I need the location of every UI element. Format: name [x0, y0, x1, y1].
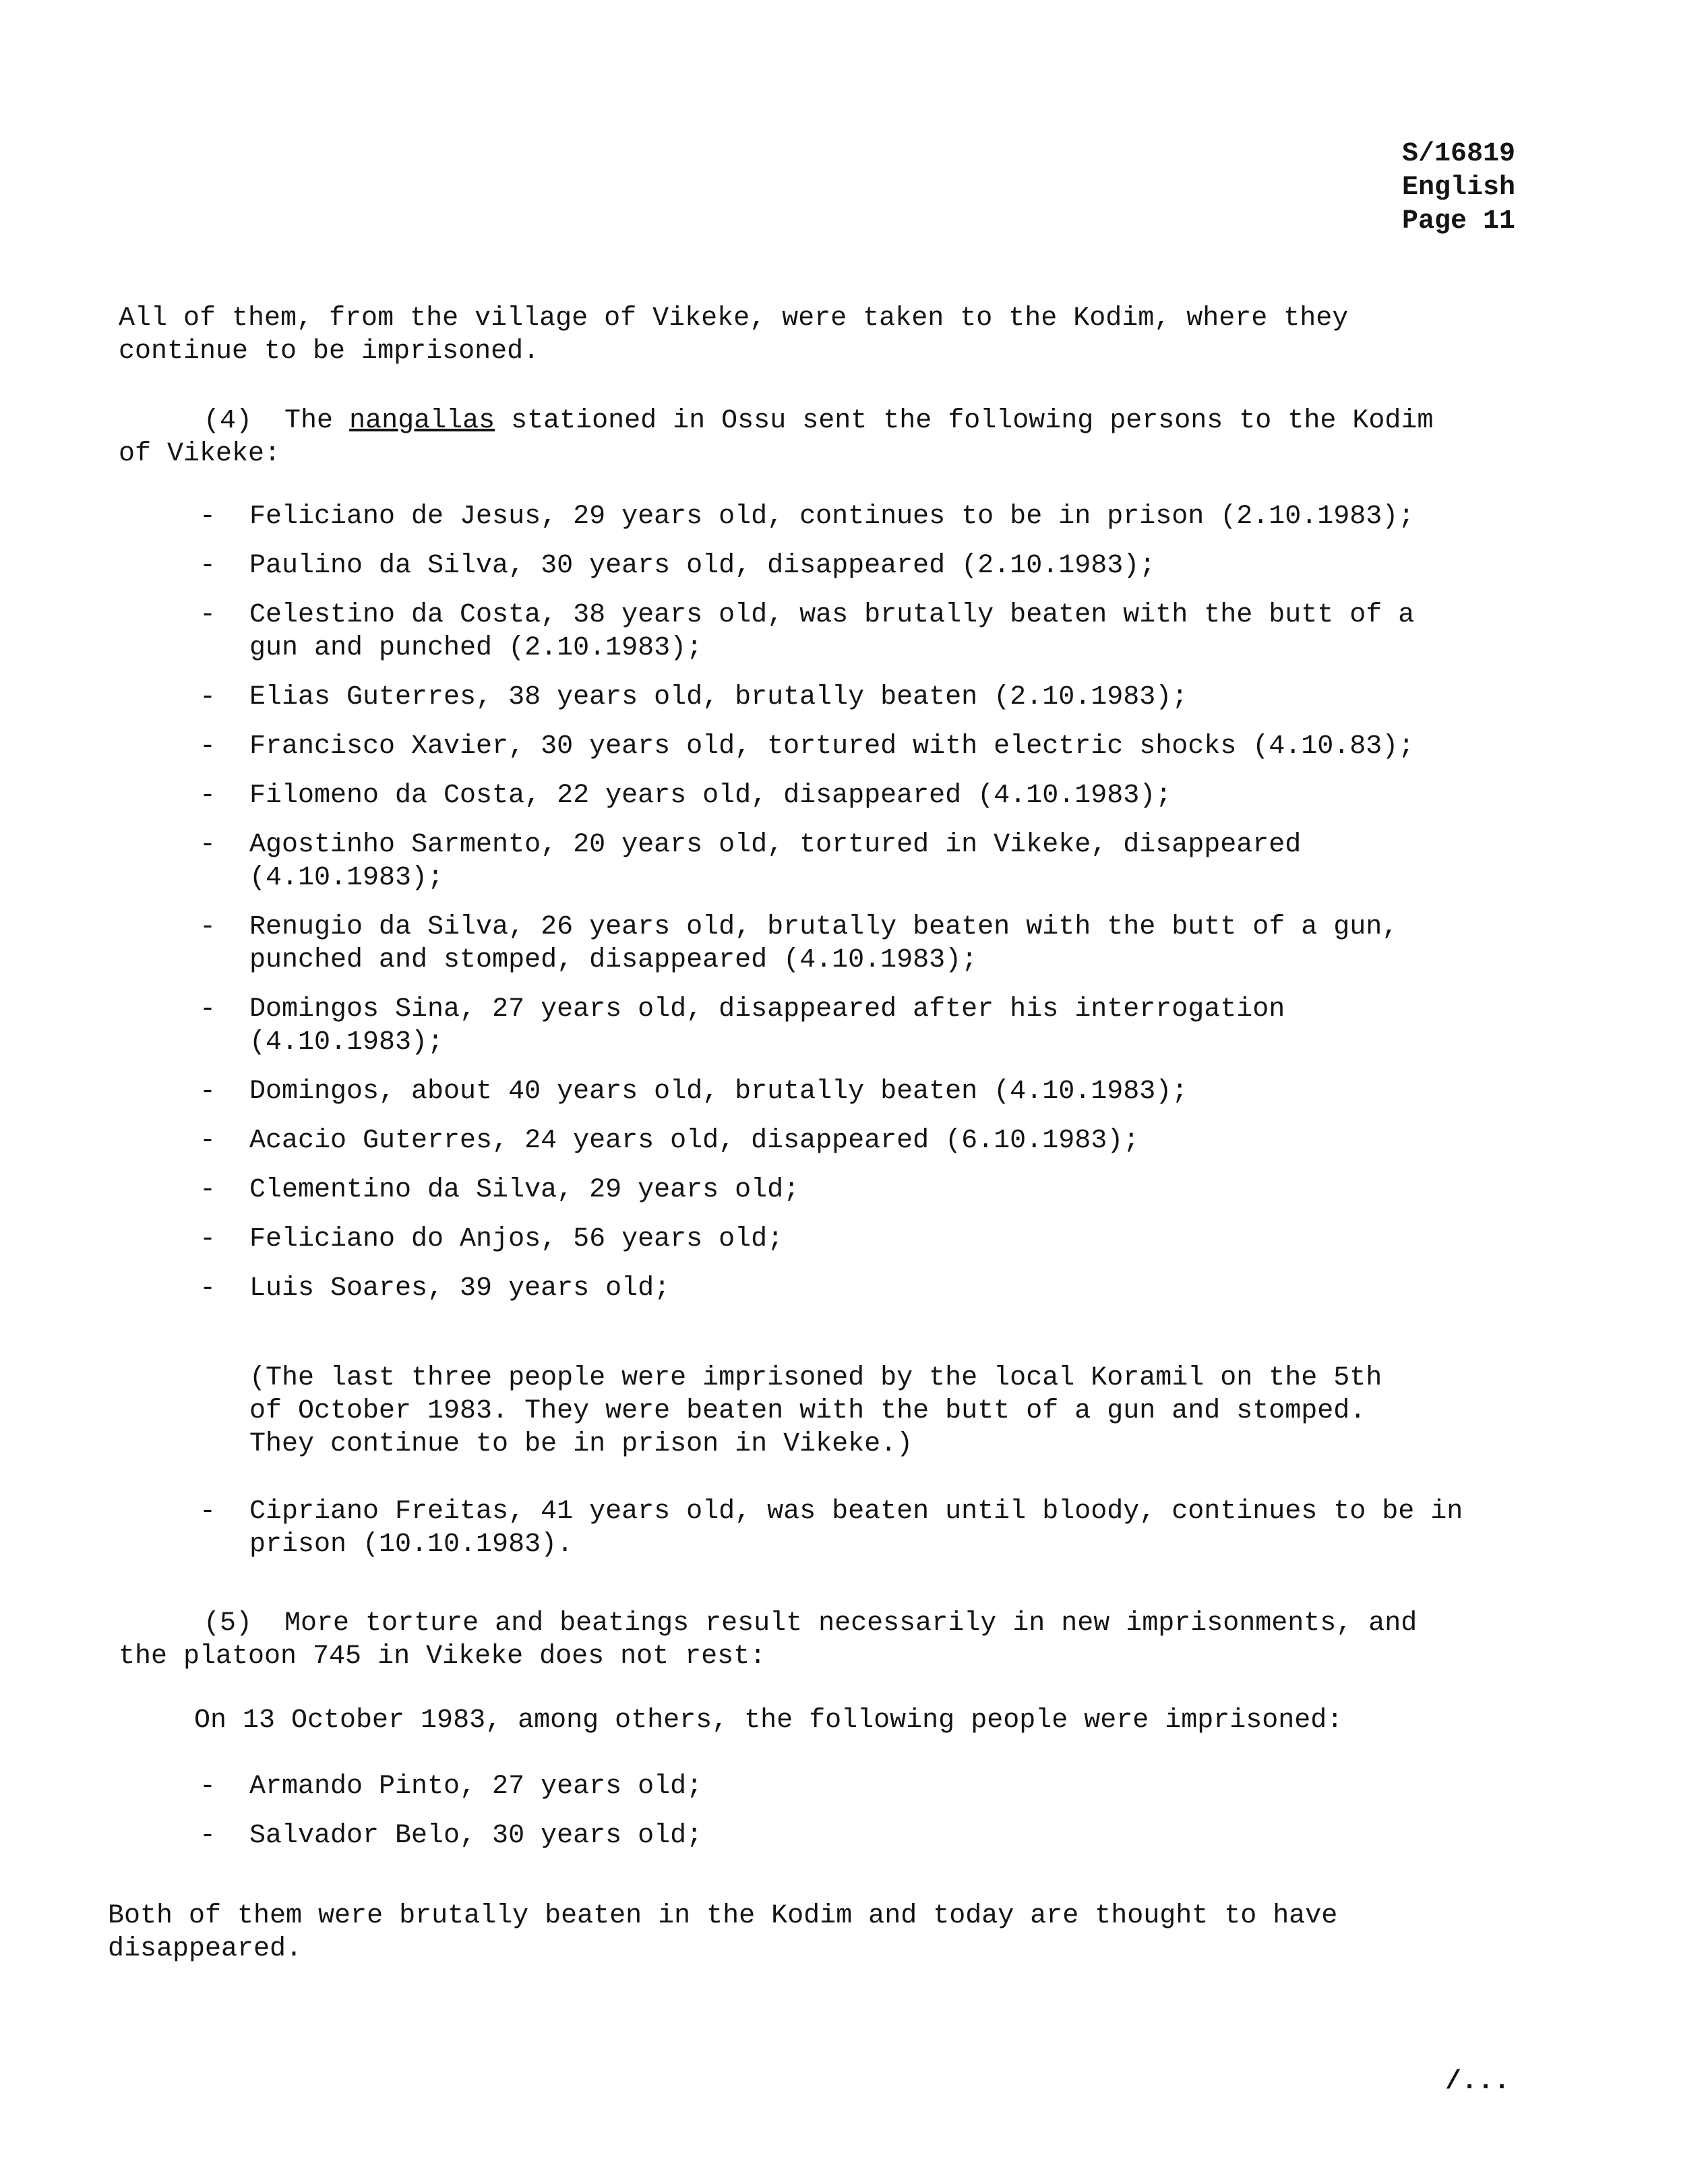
list-item: - Clementino da Silva, 29 years old; [200, 1175, 800, 1205]
victim-list [193, 500, 1541, 1305]
note-line-1: (The last three people were imprisoned by the local Koramil on the 5th [249, 1363, 1382, 1393]
list-item: - Armando Pinto, 27 years old; [200, 1771, 703, 1802]
paragraph-7-line-2: disappeared. [108, 1934, 303, 1964]
victim-list-3 [193, 1770, 1541, 1852]
note-line-3: They continue to be in prison in Vikeke.) [249, 1429, 913, 1459]
paragraph-4 [119, 404, 1534, 471]
list-item: - Domingos Sina, 27 years old, disappeared after his interrogation (4.10.1983); [200, 994, 1285, 1058]
underlined-term: nangallas [349, 406, 495, 436]
list-item: - Paulino da Silva, 30 years old, disappeared (2.10.1983); [200, 551, 1156, 581]
document-header [1402, 138, 1515, 239]
paragraph-5-line-1: More torture and beatings result necessarily in new imprisonments, and [284, 1608, 1418, 1639]
paragraph-4-text: The [284, 406, 334, 436]
list-item: - Acacio Guterres, 24 years old, disappeared (6.10.1983); [200, 1126, 1140, 1156]
list-item: - Salvador Belo, 30 years old; [200, 1821, 703, 1851]
list-item: - Renugio da Silva, 26 years old, brutally beaten with the butt of a gun, punched and stomped, disappeared (4.10.1983); [200, 912, 1399, 975]
list-item: - Filomeno da Costa, 22 years old, disappeared (4.10.1983); [200, 781, 1172, 811]
paragraph-1 [119, 302, 1534, 368]
paragraph-7 [108, 1900, 1523, 1966]
victim-list-2 [193, 1495, 1541, 1561]
list-item: - Agostinho Sarmento, 20 years old, tortured in Vikeke, disappeared (4.10.1983); [200, 830, 1302, 893]
list-item: - Cipriano Freitas, 41 years old, was beaten until bloody, continues to be in prison (10.10.1983). [200, 1496, 1463, 1560]
paragraph-6: On 13 October 1983, among others, the following people were imprisoned: [194, 1705, 1343, 1736]
paragraph-number: (5) [204, 1608, 253, 1639]
list-item: - Francisco Xavier, 30 years old, tortured with electric shocks (4.10.83); [200, 731, 1415, 762]
list-item: - Feliciano de Jesus, 29 years old, continues to be in prison (2.10.1983); [200, 502, 1415, 532]
paragraph-4-text-rest: stationed in Ossu sent the following persons to the Kodim [511, 406, 1434, 436]
list-item: - Celestino da Costa, 38 years old, was brutally beaten with the butt of a gun and punched (2.10.1983); [200, 600, 1415, 663]
page-number: Page 11 [1401, 206, 1515, 237]
list-item: - Luis Soares, 39 years old; [200, 1273, 671, 1304]
paragraph-7-line-1: Both of them were brutally beaten in the Kodim and today are thought to have [108, 1901, 1338, 1931]
note-line-2: of October 1983. They were beaten with the butt of a gun and stomped. [249, 1396, 1366, 1426]
paragraph-1-line-1: All of them, from the village of Vikeke, were taken to the Kodim, where they [119, 303, 1349, 334]
parenthetical-note [249, 1362, 1530, 1461]
list-item: - Feliciano do Anjos, 56 years old; [200, 1224, 784, 1254]
paragraph-number: (4) [204, 406, 253, 436]
list-item: - Domingos, about 40 years old, brutally beaten (4.10.1983); [200, 1076, 1188, 1107]
paragraph-1-line-2: continue to be imprisoned. [119, 336, 540, 367]
continuation-mark: /... [1444, 2067, 1510, 2097]
paragraph-5 [119, 1607, 1534, 1673]
paragraph-4-line-2: of Vikeke: [119, 439, 281, 469]
paragraph-5-line-2: the platoon 745 in Vikeke does not rest: [119, 1641, 766, 1672]
list-item: - Elias Guterres, 38 years old, brutally beaten (2.10.1983); [200, 682, 1188, 712]
document-language: English [1401, 173, 1515, 203]
document-symbol: S/16819 [1401, 139, 1515, 169]
